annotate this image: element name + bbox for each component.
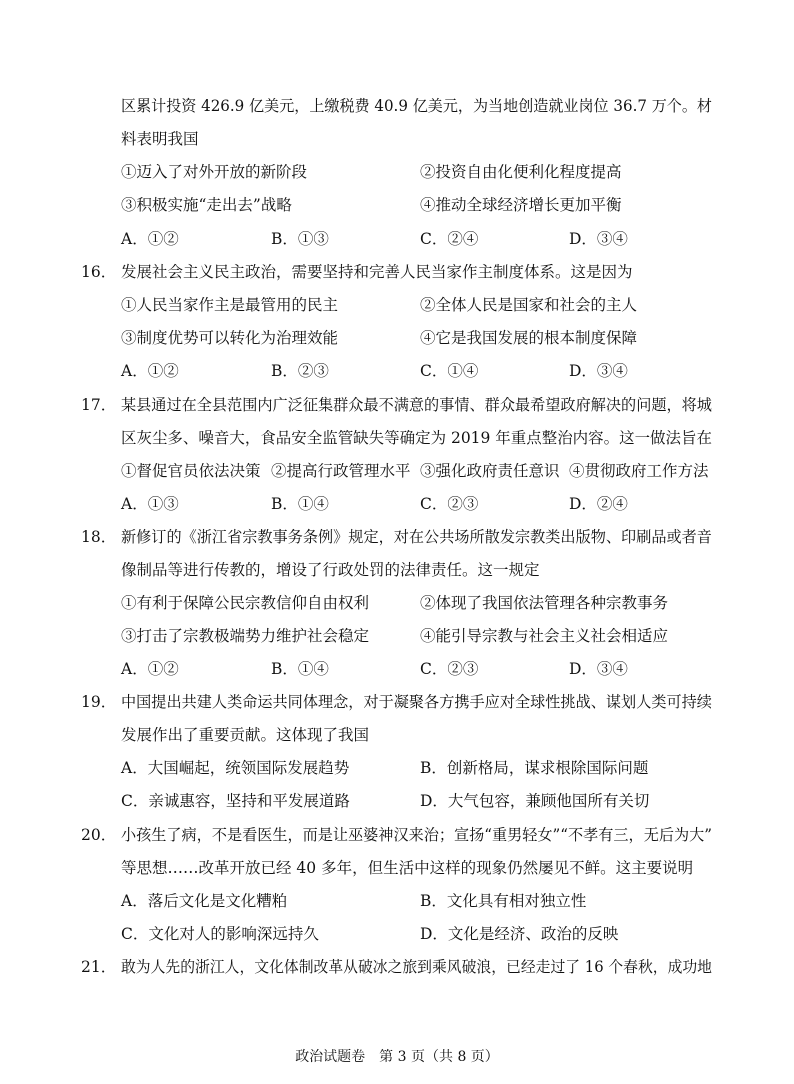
q18-option-b: B．①④	[271, 660, 329, 678]
q19-number: 19．	[81, 693, 117, 711]
q21-stem-line1: 敢为人先的浙江人，文化体制改革从破冰之旅到乘风破浪，已经走过了 16 个春秋，成功地	[121, 958, 713, 976]
q16-statement-2: ②全体人民是国家和社会的主人	[420, 296, 638, 314]
q20-number: 20．	[81, 826, 117, 844]
q17-statement-1: ①督促官员依法决策	[121, 462, 261, 480]
q15-statement-4: ④推动全球经济增长更加平衡	[420, 196, 622, 214]
q15-statement-3: ③积极实施“走出去”战略	[121, 196, 292, 214]
q16-option-a: A．①②	[121, 362, 179, 380]
q18-stem-line1: 新修订的《浙江省宗教事务条例》规定，对在公共场所散发宗教类出版物、印刷品或者音	[121, 528, 712, 546]
q16-statement-3: ③制度优势可以转化为治理效能	[121, 329, 339, 347]
q15-stem-line1: 区累计投资 426.9 亿美元，上缴税费 40.9 亿美元，为当地创造就业岗位 36.7 万个。材	[121, 97, 713, 115]
q19-option-c: C．亲诚惠容，坚持和平发展道路	[121, 792, 350, 810]
q17-statement-2: ②提高行政管理水平	[271, 462, 411, 480]
q18-number: 18．	[81, 528, 117, 546]
q20-option-a: A．落后文化是文化糟粕	[121, 892, 288, 910]
q19-stem-line1: 中国提出共建人类命运共同体理念，对于凝聚各方携手应对全球性挑战、谋划人类可持续	[121, 693, 712, 711]
q19-option-a: A．大国崛起，统领国际发展趋势	[121, 759, 350, 777]
q20-option-c: C．文化对人的影响深远持久	[121, 925, 319, 943]
q15-option-b: B．①③	[271, 230, 329, 248]
q15-option-c: C．②④	[420, 230, 479, 248]
q17-option-b: B．①④	[271, 495, 329, 513]
q16-number: 16．	[81, 263, 117, 281]
q18-statement-4: ④能引导宗教与社会主义社会相适应	[420, 627, 669, 645]
q17-option-a: A．①③	[121, 495, 179, 513]
q15-stem-line2: 料表明我国	[121, 130, 199, 148]
q15-option-d: D．③④	[569, 230, 628, 248]
q16-statement-1: ①人民当家作主是最管用的民主	[121, 296, 339, 314]
q17-option-c: C．②③	[420, 495, 479, 513]
q18-option-c: C．②③	[420, 660, 479, 678]
q20-option-b: B．文化具有相对独立性	[420, 892, 587, 910]
q20-option-d: D．文化是经济、政治的反映	[420, 925, 619, 943]
q16-option-d: D．③④	[569, 362, 628, 380]
q16-option-c: C．①④	[420, 362, 479, 380]
q17-option-d: D．②④	[569, 495, 628, 513]
q19-option-b: B．创新格局，谋求根除国际问题	[420, 759, 649, 777]
q17-number: 17．	[81, 396, 117, 414]
q15-option-a: A．①②	[121, 230, 179, 248]
q15-statement-1: ①迈入了对外开放的新阶段	[121, 163, 308, 181]
q20-stem-line2: 等思想……改革开放已经 40 多年，但生活中这样的现象仍然屡见不鲜。这主要说明	[121, 859, 694, 877]
q15-statement-2: ②投资自由化便利化程度提高	[420, 163, 622, 181]
q18-statement-2: ②体现了我国依法管理各种宗教事务	[420, 594, 669, 612]
q18-statement-1: ①有利于保障公民宗教信仰自由权利	[121, 594, 370, 612]
q18-statement-3: ③打击了宗教极端势力维护社会稳定	[121, 627, 370, 645]
q17-statement-3: ③强化政府责任意识	[420, 462, 560, 480]
q18-option-a: A．①②	[121, 660, 179, 678]
q16-option-b: B．②③	[271, 362, 329, 380]
q20-stem-line1: 小孩生了病，不是看医生，而是让巫婆神汉来治；宣扬“重男轻女”“不孝有三，无后为大”	[121, 826, 712, 844]
q17-stem-line2: 区灰尘多、噪音大，食品安全监管缺失等确定为 2019 年重点整治内容。这一做法旨在	[121, 429, 712, 447]
page-footer: 政治试题卷 第 3 页（共 8 页）	[295, 1049, 499, 1065]
q19-stem-line2: 发展作出了重要贡献。这体现了我国	[121, 726, 370, 744]
q17-stem-line1: 某县通过在全县范围内广泛征集群众最不满意的事情、群众最希望政府解决的问题，将城	[121, 396, 712, 414]
q16-stem: 发展社会主义民主政治，需要坚持和完善人民当家作主制度体系。这是因为	[121, 263, 633, 281]
q18-option-d: D．③④	[569, 660, 628, 678]
q16-statement-4: ④它是我国发展的根本制度保障	[420, 329, 638, 347]
q18-stem-line2: 像制品等进行传教的，增设了行政处罚的法律责任。这一规定	[121, 561, 540, 579]
q21-number: 21．	[81, 958, 117, 976]
q19-option-d: D．大气包容，兼顾他国所有关切	[420, 792, 650, 810]
q17-statement-4: ④贯彻政府工作方法	[569, 462, 709, 480]
